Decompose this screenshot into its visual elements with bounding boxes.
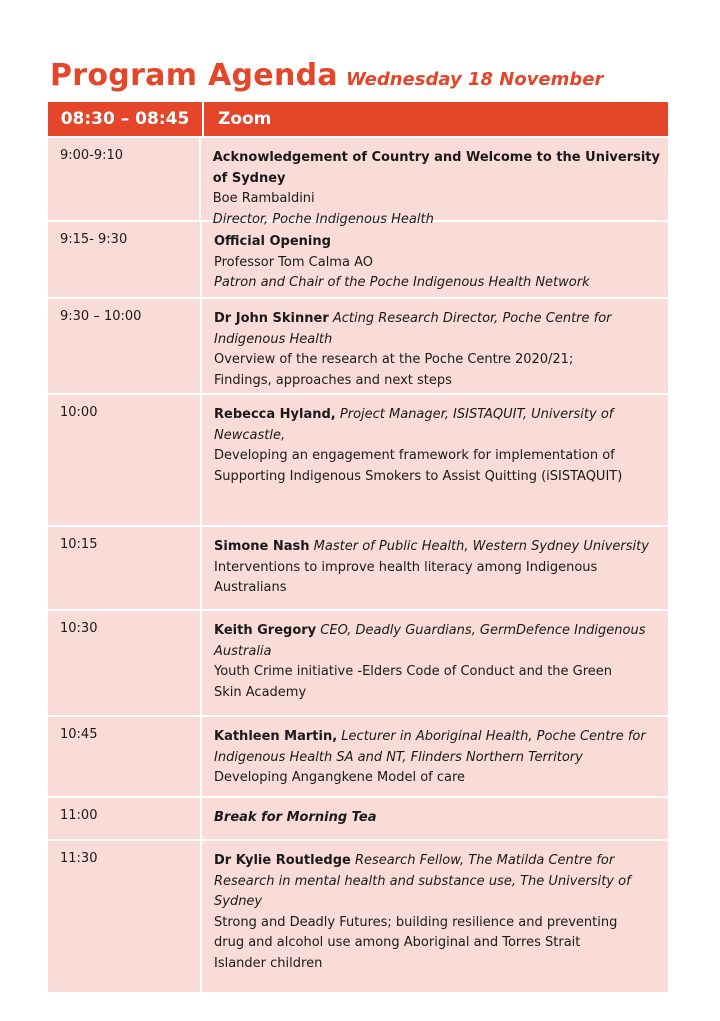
session-text: Strong and Deadly Futures; building resilience and preventing	[214, 914, 618, 930]
session-line	[214, 350, 660, 371]
session-text: Project Manager, ISISTAQUIT, University of	[335, 407, 614, 422]
session-line	[214, 537, 660, 558]
session-text: Interventions to improve health literacy among Indigenous	[214, 559, 598, 575]
session-time: 9:15- 9:30	[48, 222, 202, 297]
session-line	[214, 727, 660, 748]
session-text: CEO, Deadly Guardians, GermDefence Indigenous	[316, 623, 646, 638]
session-line	[214, 467, 660, 488]
session-text: Australia	[214, 643, 272, 659]
session-line	[213, 189, 660, 210]
session-text: Youth Crime initiative -Elders Code of Conduct and the Green	[214, 664, 613, 679]
session-text: Newcastle,	[214, 427, 286, 443]
session-text: of Sydney	[212, 170, 286, 186]
session-line	[214, 558, 660, 579]
session-line	[213, 169, 660, 190]
session-text: Kathleen Martin,	[214, 729, 338, 744]
session-details	[202, 841, 668, 992]
session-text: Findings, approaches and next steps	[214, 372, 452, 388]
session-text: Dr John Skinner	[214, 311, 329, 326]
session-line	[214, 405, 660, 426]
session-details	[202, 222, 668, 297]
session-line	[214, 371, 660, 392]
agenda-row	[48, 297, 668, 393]
session-text: Developing Angangkene Model of care	[214, 770, 466, 785]
session-details	[201, 138, 668, 227]
session-text: Islander children	[214, 955, 323, 971]
session-text: Supporting Indigenous Smokers to Assist Quitting (iSISTAQUIT)	[214, 468, 623, 484]
session-line	[214, 913, 660, 934]
session-time: 10:15	[48, 527, 202, 609]
session-text: Acting Research Director, Poche Centre for	[328, 311, 612, 326]
agenda-body	[48, 136, 668, 992]
session-line	[214, 426, 660, 447]
session-time: 10:45	[48, 717, 202, 796]
session-line	[214, 808, 660, 829]
session-text: Indigenous Health	[214, 331, 333, 347]
session-line	[214, 253, 660, 274]
session-line	[213, 148, 660, 169]
session-time: 10:30	[48, 611, 202, 715]
session-line	[214, 748, 660, 769]
session-line	[214, 309, 660, 330]
session-text: Lecturer in Aboriginal Health, Poche Centre for	[337, 729, 646, 744]
agenda-row	[48, 136, 668, 227]
session-text: Professor Tom Calma AO	[214, 254, 373, 270]
session-text: Skin Academy	[214, 684, 307, 700]
session-text: Australians	[214, 580, 287, 595]
session-text: Patron and Chair of the Poche Indigenous Health Network	[214, 275, 590, 290]
session-text: Developing an engagement framework for implementation of	[214, 448, 615, 463]
session-details	[202, 395, 668, 525]
session-text: Keith Gregory	[214, 623, 317, 638]
session-line	[214, 578, 660, 599]
session-line	[214, 662, 660, 683]
session-time: 11:30	[48, 841, 202, 992]
session-line	[214, 768, 660, 789]
session-time: 9:00-9:10	[48, 138, 201, 220]
session-line	[214, 933, 660, 954]
session-line	[214, 330, 660, 351]
session-details	[202, 611, 668, 715]
agenda-row	[48, 525, 668, 609]
session-line	[214, 273, 660, 294]
session-details	[202, 798, 668, 839]
session-text: Official Opening	[214, 234, 331, 249]
session-time: 11:00	[48, 798, 202, 839]
session-text: Overview of the research at the Poche Centre 2020/21;	[214, 352, 574, 367]
session-text: Rebecca Hyland,	[214, 407, 336, 422]
session-line	[214, 232, 660, 253]
session-details	[202, 717, 668, 796]
session-details	[202, 299, 668, 393]
agenda-row	[48, 715, 668, 796]
session-text: Sydney	[214, 894, 263, 909]
agenda-row	[48, 220, 668, 297]
session-time: 9:30 – 10:00	[48, 299, 202, 393]
session-line	[214, 954, 660, 975]
session-time: 10:00	[48, 395, 202, 525]
page-title: Program Agenda	[50, 58, 338, 93]
agenda-row	[48, 609, 668, 715]
agenda-row	[48, 796, 668, 839]
session-text: Simone Nash	[214, 539, 310, 554]
agenda-table	[48, 102, 668, 992]
session-line	[214, 621, 660, 642]
agenda-row	[48, 839, 668, 992]
session-text: Indigenous Health SA and NT, Flinders Northern Territory	[214, 749, 583, 765]
agenda-header-row	[48, 102, 668, 136]
session-text: Dr Kylie Routledge	[214, 853, 351, 868]
session-line	[214, 446, 660, 467]
session-text: Research Fellow, The Matilda Centre for	[350, 853, 615, 868]
session-details	[202, 527, 668, 609]
page-title-row	[50, 58, 603, 93]
session-text: Master of Public Health, Western Sydney University	[309, 539, 649, 554]
header-time: 08:30 – 08:45	[48, 102, 204, 136]
session-line	[214, 851, 660, 872]
session-text: Boe Rambaldini	[212, 191, 315, 206]
session-text: drug and alcohol use among Aboriginal and Torres Strait	[214, 935, 581, 950]
session-line	[214, 872, 660, 893]
session-line	[214, 683, 660, 704]
session-text: Break for Morning Tea	[214, 810, 377, 825]
session-text: Research in mental health and substance use, The University of	[214, 873, 631, 889]
session-text: Acknowledgement of Country and Welcome to the University	[212, 150, 660, 165]
header-label: Zoom	[218, 109, 272, 129]
session-line	[214, 892, 660, 913]
agenda-row	[48, 393, 668, 525]
session-text: Director, Poche Indigenous Health	[212, 211, 434, 227]
session-line	[214, 642, 660, 663]
event-date: Wednesday 18 November	[345, 69, 604, 90]
